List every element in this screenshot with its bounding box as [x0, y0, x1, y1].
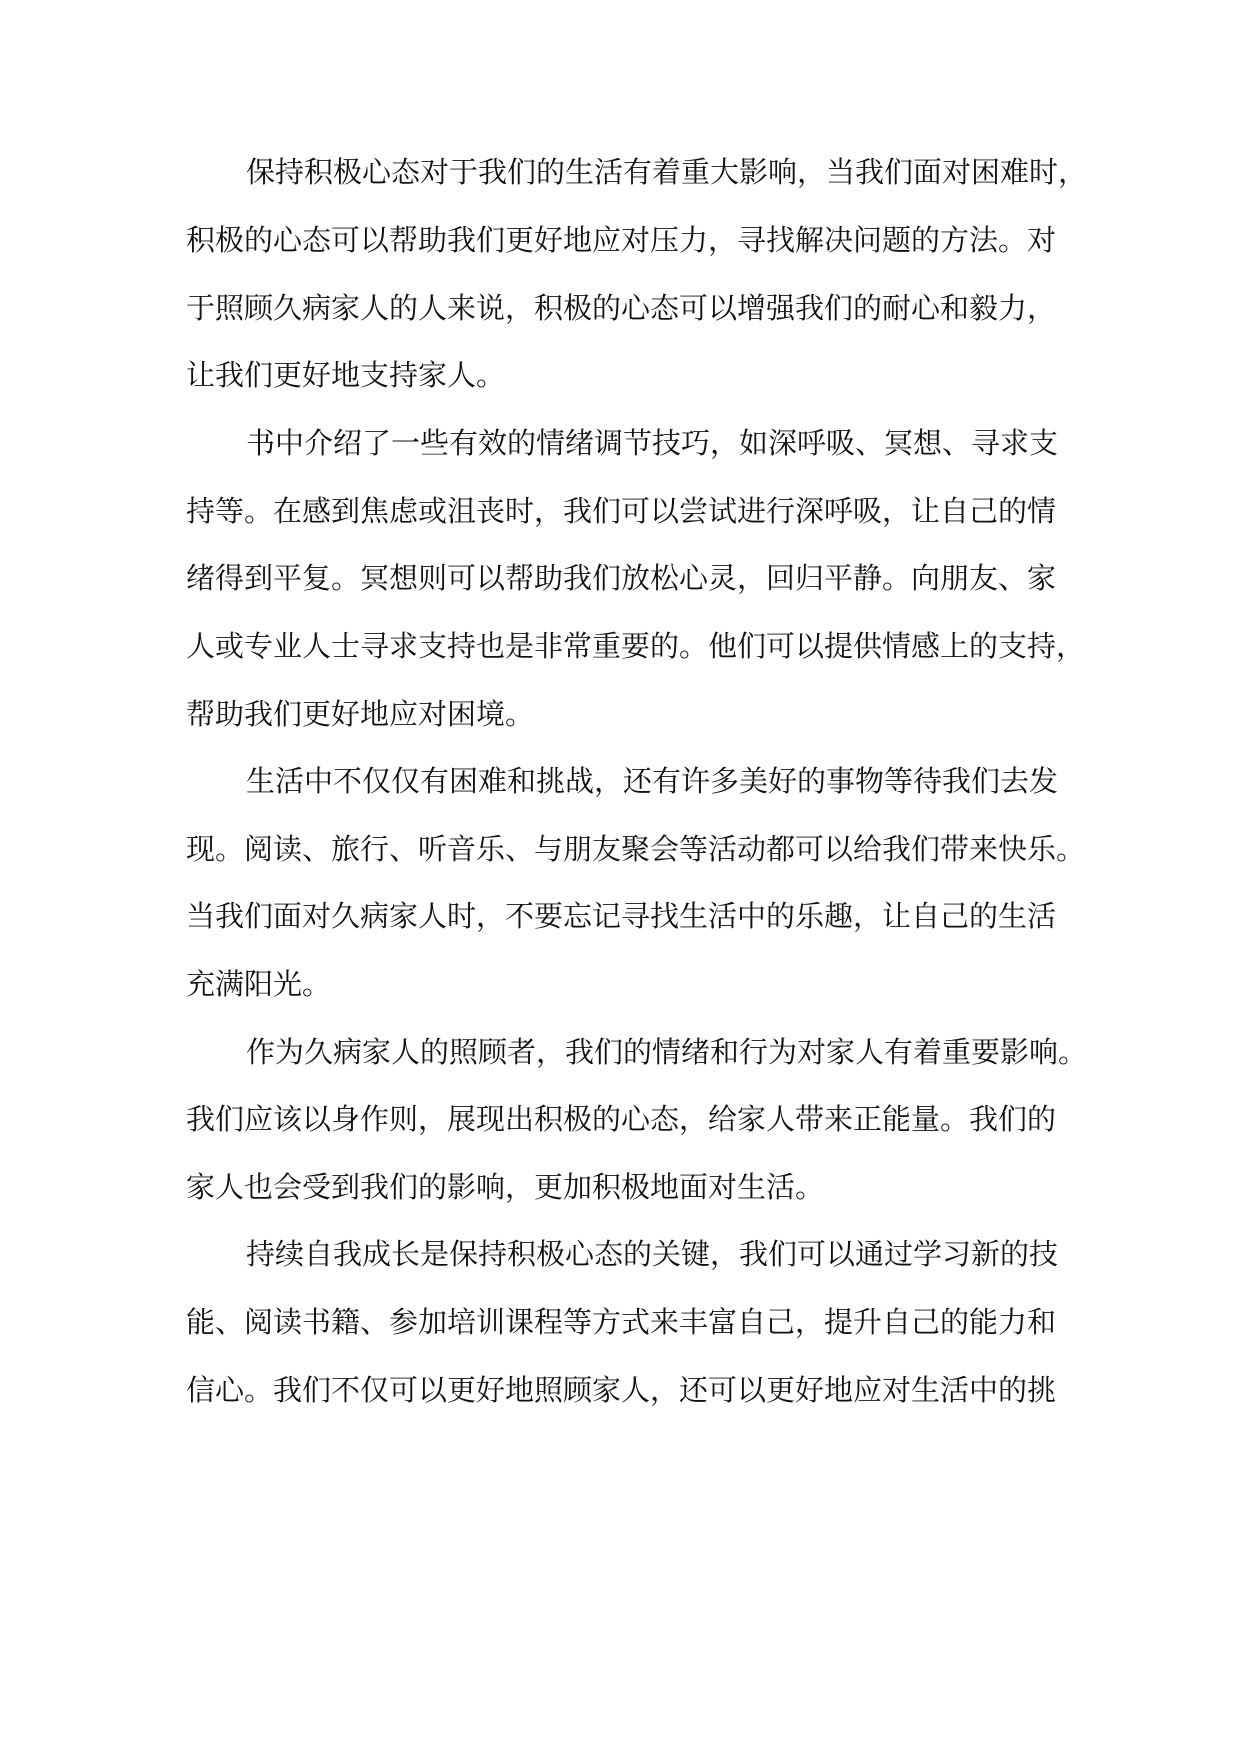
- paragraph-1-line-2: 积极的心态可以帮助我们更好地应对压力，寻找解决问题的方法。对: [186, 223, 1057, 257]
- paragraph-5-line-3: 信心。我们不仅可以更好地照顾家人，还可以更好地应对生活中的挑: [186, 1373, 1057, 1407]
- paragraph-5-line-1: 持续自我成长是保持积极心态的关键，我们可以通过学习新的技: [246, 1237, 1059, 1271]
- paragraph-4-line-3: 家人也会受到我们的影响，更加积极地面对生活。: [186, 1170, 825, 1204]
- paragraph-5-line-2: 能、阅读书籍、参加培训课程等方式来丰富自己，提升自己的能力和: [186, 1305, 1057, 1339]
- paragraph-3-line-1: 生活中不仅仅有困难和挑战，还有许多美好的事物等待我们去发: [246, 764, 1059, 798]
- paragraph-1-line-3: 于照顾久病家人的人来说，积极的心态可以增强我们的耐心和毅力，: [186, 291, 1057, 325]
- paragraph-3-line-4: 充满阳光。: [186, 967, 332, 1001]
- paragraph-2-line-3: 绪得到平复。冥想则可以帮助我们放松心灵，回归平静。向朋友、家: [186, 561, 1057, 595]
- paragraph-1-line-4: 让我们更好地支持家人。: [186, 358, 506, 392]
- paragraph-2-line-4: 人或专业人士寻求支持也是非常重要的。他们可以提供情感上的支持，: [186, 629, 1086, 663]
- paragraph-1-line-1: 保持积极心态对于我们的生活有着重大影响，当我们面对困难时，: [246, 155, 1088, 189]
- paragraph-3-line-2: 现。阅读、旅行、听音乐、与朋友聚会等活动都可以给我们带来快乐。: [186, 832, 1086, 866]
- paragraph-4-line-2: 我们应该以身作则，展现出积极的心态，给家人带来正能量。我们的: [186, 1102, 1057, 1136]
- paragraph-3-line-3: 当我们面对久病家人时，不要忘记寻找生活中的乐趣，让自己的生活: [186, 899, 1057, 933]
- paragraph-4-line-1: 作为久病家人的照顾者，我们的情绪和行为对家人有着重要影响。: [246, 1035, 1088, 1069]
- paragraph-2-line-1: 书中介绍了一些有效的情绪调节技巧，如深呼吸、冥想、寻求支: [246, 426, 1059, 460]
- paragraph-2-line-5: 帮助我们更好地应对困境。: [186, 697, 535, 731]
- paragraph-2-line-2: 持等。在感到焦虑或沮丧时，我们可以尝试进行深呼吸，让自己的情: [186, 494, 1057, 528]
